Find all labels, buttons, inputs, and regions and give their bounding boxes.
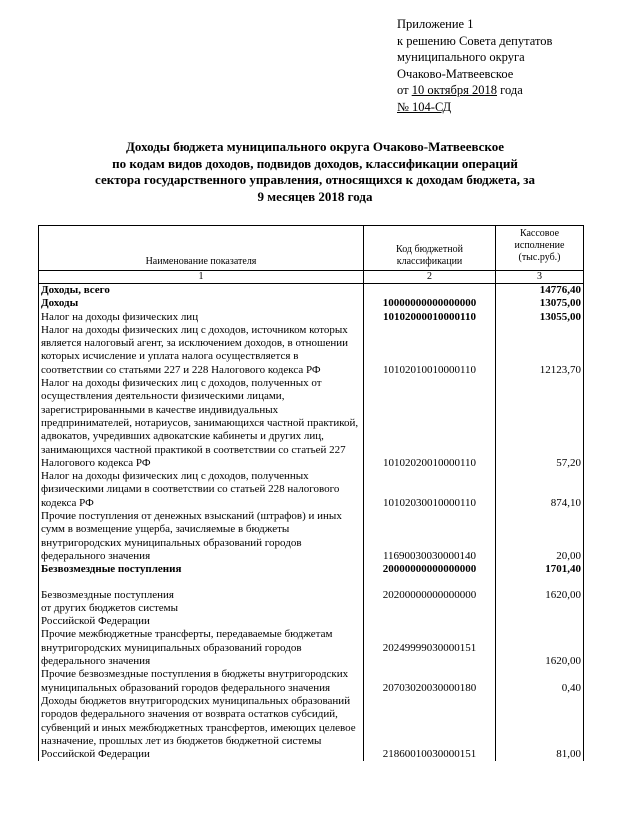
date-value: 10 октября 2018 xyxy=(411,83,498,97)
title-line: 9 месяцев 2018 года xyxy=(257,188,373,204)
table-row xyxy=(39,628,584,668)
row-code: 20703020030000180 xyxy=(364,668,496,695)
header-sum-line: (тыс.руб.) xyxy=(518,252,561,263)
date-suffix: года xyxy=(497,83,523,97)
spacer-cell xyxy=(39,577,364,589)
table-row xyxy=(39,284,584,298)
row-code: 10102020010000110 xyxy=(364,377,496,470)
header-code xyxy=(364,226,496,271)
page-title xyxy=(30,139,600,205)
header-sum-line: Кассовое xyxy=(519,228,560,239)
row-code: 21860010030000151 xyxy=(364,695,496,761)
row-code: 20200000000000000 xyxy=(364,589,496,629)
income-table xyxy=(38,225,584,761)
row-name: Прочие поступления от денежных взысканий (штрафов) и иных сумм в возмещение ущерба, зачисляемые в бюджеты внутригородских муниципальных образований городов федерального значения xyxy=(39,510,364,563)
column-number: 3 xyxy=(496,271,584,284)
appendix-line: муниципального округа xyxy=(397,50,525,64)
row-sum: 57,20 xyxy=(496,377,584,470)
table-row xyxy=(39,377,584,470)
appendix-line: Очаково-Матвеевское xyxy=(397,66,514,81)
spacer-cell xyxy=(364,577,496,589)
appendix-date xyxy=(397,82,617,99)
column-number: 1 xyxy=(39,271,364,284)
header-code-line: Код бюджетной xyxy=(396,244,463,255)
row-sum: 874,10 xyxy=(496,470,584,510)
row-name: Налог на доходы физических лиц с доходов, источником которых является налоговый агент, за исключением доходов, в отношении которых исчисление и уплата налога осуществляется в соответствии со статьями 227 и 228 Налогового кодекса РФ xyxy=(39,324,364,377)
title-line: по кодам видов доходов, подвидов доходов, классификации операций xyxy=(112,155,518,171)
appendix-line: Приложение 1 xyxy=(397,17,474,31)
header-code-line: классификации xyxy=(396,256,463,267)
row-name: Налог на доходы физических лиц с доходов, полученных физическими лицами в соответствии со статьей 228 налогового кодекса РФ xyxy=(39,470,364,510)
table-row xyxy=(39,297,584,310)
title-line: Доходы бюджета муниципального округа Очаково-Матвеевское xyxy=(125,139,505,154)
header-name: Наименование показателя xyxy=(39,226,364,271)
row-code: 20000000000000000 xyxy=(364,563,496,576)
decision-number: № 104-СД xyxy=(397,99,452,114)
row-code: 10000000000000000 xyxy=(364,297,496,310)
date-prefix: от xyxy=(397,83,412,97)
row-code: 11690030030000140 xyxy=(364,510,496,563)
appendix-block xyxy=(397,16,617,115)
table-header-row xyxy=(39,226,584,271)
column-number-row xyxy=(39,271,584,284)
row-sum: 1620,00 xyxy=(496,589,584,629)
table-row xyxy=(39,324,584,377)
row-code xyxy=(364,284,496,298)
spacer-row xyxy=(39,577,584,589)
table-row xyxy=(39,563,584,576)
column-number: 2 xyxy=(364,271,496,284)
row-name: Доходы бюджетов внутригородских муниципальных образований городов федерального значения от возврата остатков субсидий, субвенций и иных межбюджетных трансфертов, имеющих целевое назначение, прошлых лет из бюджетов бюджетной системы Российской Федерации xyxy=(39,695,364,761)
header-sum xyxy=(496,226,584,271)
row-sum: 20,00 xyxy=(496,510,584,563)
row-sum: 0,40 xyxy=(496,668,584,695)
appendix-line: к решению Совета депутатов xyxy=(397,33,553,48)
table-row xyxy=(39,510,584,563)
row-sum: 81,00 xyxy=(496,695,584,761)
row-sum: 13075,00 xyxy=(496,297,584,310)
table-row xyxy=(39,470,584,510)
row-code: 20249999030000151 xyxy=(364,628,496,668)
row-sum: 1620,00 xyxy=(496,628,584,668)
row-name: Прочие безвозмездные поступления в бюджеты внутригородских муниципальных образований городов федерального значения xyxy=(39,668,364,695)
row-sum: 1701,40 xyxy=(496,563,584,576)
header-sum-line: исполнение xyxy=(514,240,565,251)
row-name: Безвозмездные поступления xyxy=(39,563,364,576)
row-code: 10102000010000110 xyxy=(364,311,496,324)
row-sum: 14776,40 xyxy=(496,284,584,298)
row-code: 10102030010000110 xyxy=(364,470,496,510)
row-code: 10102010010000110 xyxy=(364,324,496,377)
row-sum: 12123,70 xyxy=(496,324,584,377)
row-name: Доходы, всего xyxy=(39,284,364,298)
title-line: сектора государственного управления, относящихся к доходам бюджета, за xyxy=(95,172,535,187)
table-row xyxy=(39,695,584,761)
table-row xyxy=(39,668,584,695)
row-name: Налог на доходы физических лиц xyxy=(39,311,364,324)
table-row xyxy=(39,589,584,629)
row-sum: 13055,00 xyxy=(496,311,584,324)
spacer-cell xyxy=(496,577,584,589)
row-name: Доходы xyxy=(39,297,364,310)
row-name: Безвозмездные поступления от других бюджетов системы Российской Федерации xyxy=(39,589,364,629)
row-name: Налог на доходы физических лиц с доходов, полученных от осуществления деятельности физическими лицами, зарегистрированными в качестве индивидуальных предпринимателей, нотариусов, занимающихся частной практикой, адвокатов, учредивших адвокатские кабинеты и других лиц, занимающихся частной практикой в соответствии со статьей 227 Налогового кодекса РФ xyxy=(39,377,364,470)
table-row xyxy=(39,311,584,324)
row-name: Прочие межбюджетные трансферты, передаваемые бюджетам внутригородских муниципальных образований городов федерального значения xyxy=(39,628,364,668)
